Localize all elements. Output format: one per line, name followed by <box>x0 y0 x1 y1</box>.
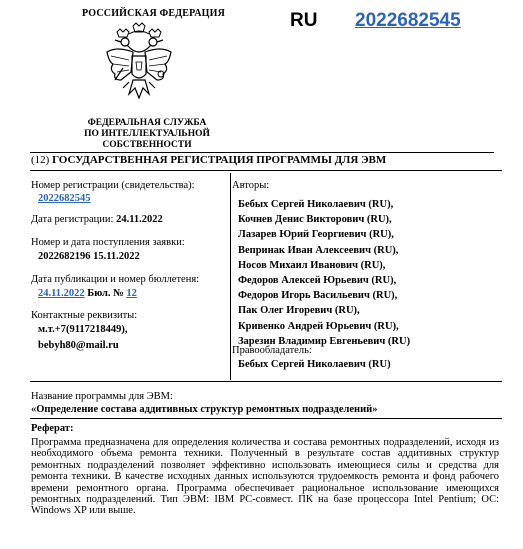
document-title <box>31 154 386 166</box>
contact-email: bebyh80@mail.ru <box>38 340 119 351</box>
reg-number-link[interactable]: 2022682545 <box>38 193 91 204</box>
program-name-label: Название программы для ЭВМ: <box>31 391 173 402</box>
program-bottom-rule <box>30 418 502 419</box>
abstract-text: Программа предназначена для определения количества и состава ремонтных подразделений, исходя из необходимого объема ремонта техники. Полученный в результате состав аддитивных структур ремонтных подразделений позволяет эффективно использовать имеющиеся силы и средства для ремонта техники. В качестве исходных данных используются трудоемкость ремонта и фонд рабочего времени ремонтного органа. Программа обеспечивает рациональное использование имеющихся ремонтных подразделений. Тип ЭВМ: IBM PC-совмест. ПК на базе процессора Intel Pentium; ОС: Windows XP или выше. <box>31 437 499 517</box>
author-item: Вепринак Иван Алексеевич (RU), <box>238 244 399 256</box>
russian-coat-of-arms-icon <box>103 22 175 114</box>
contact-phone: м.т.+7(9117218449), <box>38 324 128 335</box>
application-label: Номер и дата поступления заявки: <box>31 237 185 248</box>
agency-line-1: ФЕДЕРАЛЬНАЯ СЛУЖБА <box>87 118 207 128</box>
author-item: Пак Олег Игоревич (RU), <box>238 305 360 317</box>
title-top-rule <box>30 152 494 153</box>
reg-number-label: Номер регистрации (свидетельства): <box>31 180 195 191</box>
author-item: Федоров Игорь Васильевич (RU), <box>238 290 398 302</box>
reg-date <box>31 214 163 225</box>
holder-value: Бебых Сергей Николаевич (RU) <box>238 359 391 370</box>
program-top-rule <box>30 381 502 382</box>
agency-name <box>40 118 254 151</box>
country-code: RU <box>290 10 318 31</box>
authors-label: Авторы: <box>232 180 270 191</box>
authors-list <box>238 197 410 349</box>
author-item: Лазарев Юрий Георгиевич (RU), <box>238 229 394 241</box>
document-title-text: ГОСУДАРСТВЕННАЯ РЕГИСТРАЦИЯ ПРОГРАММЫ ДЛЯ ЭВМ <box>52 154 387 166</box>
title-bottom-rule <box>30 170 502 171</box>
application-value: 2022682196 15.11.2022 <box>38 251 140 262</box>
registration-number-link[interactable]: 2022682545 <box>355 10 461 31</box>
agency-line-2: ПО ИНТЕЛЛЕКТУАЛЬНОЙ СОБСТВЕННОСТИ <box>84 129 210 150</box>
author-item: Бебых Сергей Николаевич (RU), <box>238 199 394 210</box>
holder-label: Правообладатель: <box>232 345 312 356</box>
publication-date-link[interactable]: 24.11.2022 <box>38 288 85 299</box>
publication-info <box>38 288 137 299</box>
document-code: (12) <box>31 154 50 166</box>
author-item: Федоров Алексей Юрьевич (RU), <box>238 275 397 287</box>
reg-date-value: 24.11.2022 <box>116 214 163 225</box>
program-name-value: «Определение состава аддитивных структур ремонтных подразделений» <box>31 404 378 415</box>
country-name: РОССИЙСКАЯ ФЕДЕРАЦИЯ <box>82 8 226 19</box>
column-divider <box>230 173 231 380</box>
publication-label: Дата публикации и номер бюллетеня: <box>31 274 200 285</box>
author-item: Кривенко Андрей Юрьевич (RU), <box>238 320 399 332</box>
author-item: Кочнев Денис Викторович (RU), <box>238 214 392 226</box>
reg-date-label: Дата регистрации: <box>31 214 114 225</box>
author-item: Зарезин Владимир Евгеньевич (RU) <box>238 335 411 347</box>
abstract-label: Реферат: <box>31 423 74 434</box>
author-item: Носов Михаил Иванович (RU), <box>238 259 386 271</box>
contacts-label: Контактные реквизиты: <box>31 310 138 321</box>
bulletin-number-link[interactable]: 12 <box>126 288 137 299</box>
bulletin-prefix: Бюл. № <box>87 288 124 299</box>
